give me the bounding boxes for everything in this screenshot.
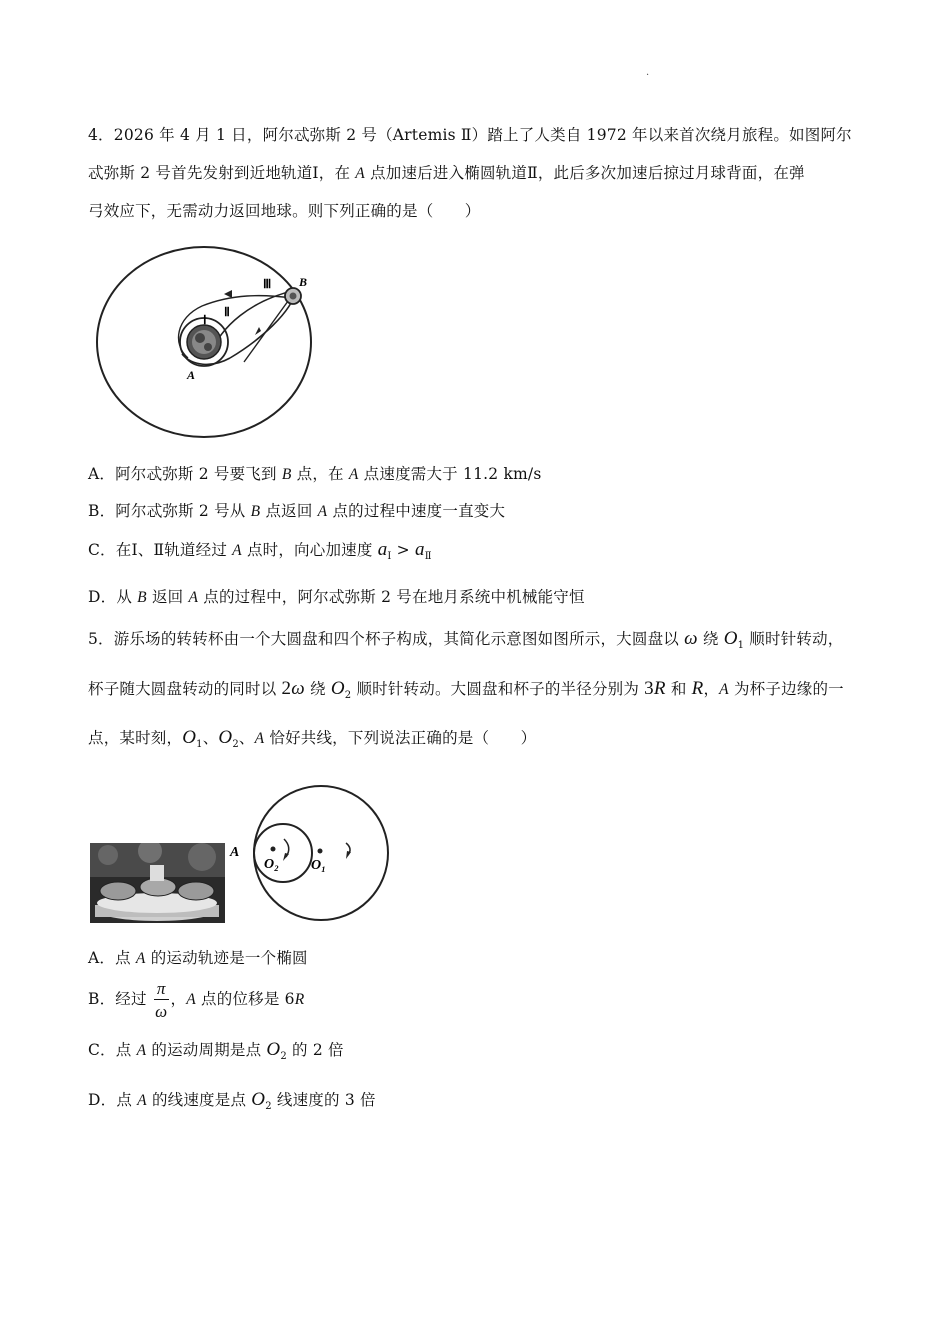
- q4-orbit-figure: [92, 240, 314, 440]
- q5-stem-line3: 点，某时刻，$O_1$、$O_2$、A 恰好共线，下列说法正确的是（ ）: [88, 727, 537, 750]
- q5-option-A: A．点 A 的运动轨迹是一个椭圆: [88, 949, 308, 967]
- q4-option-C: C．在Ⅰ、Ⅱ轨道经过 A 点时，向心加速度 $a_Ⅰ > a_Ⅱ$: [88, 539, 432, 562]
- label-B: B: [299, 275, 308, 289]
- label-O2: O₂: [264, 857, 279, 872]
- label-I: Ⅰ: [203, 313, 207, 327]
- point-O2: [271, 847, 276, 852]
- q4-stem-line3: 弓效应下，无需动力返回地球。则下列正确的是（ ）: [88, 202, 481, 220]
- q4-stem-line1: 4．2026 年 4 月 1 日，阿尔忒弥斯 2 号（Artemis Ⅱ）踏上了人类自 1972 年以来首次绕月旅程。如图阿尔: [88, 126, 852, 144]
- q5-stem-line1: 5．游乐场的转转杯由一个大圆盘和四个杯子构成，其简化示意图如图所示，大圆盘以 ω 绕 $O_1$ 顺时针转动，: [88, 628, 844, 651]
- top-mark: ·: [646, 70, 650, 81]
- point-O1: [318, 849, 323, 854]
- teacup-ride-photo: [90, 843, 225, 923]
- fraction-pi-over-omega: $\frac{\pi}{\omega}$: [155, 979, 168, 1021]
- q4-option-B: B．阿尔忒弥斯 2 号从 B 点返回 A 点的过程中速度一直变大: [88, 502, 506, 520]
- label-III: Ⅲ: [263, 277, 272, 291]
- photo-cup-3: [178, 882, 214, 900]
- earth-pattern-2: [195, 333, 205, 343]
- photo-center-post: [150, 865, 164, 881]
- q5-stem-line2: 杯子随大圆盘转动的同时以 2ω 绕 $O_2$ 顺时针转动。大圆盘和杯子的半径分别为 3R 和 R，A 为杯子边缘的一: [88, 678, 844, 701]
- moon-core: [290, 293, 297, 300]
- earth-pattern-3: [204, 343, 212, 351]
- q4-option-D: D．从 B 返回 A 点的过程中，阿尔忒弥斯 2 号在地月系统中机械能守恒: [88, 588, 585, 606]
- earth-pattern: [192, 330, 216, 354]
- cup-circle: [254, 824, 312, 882]
- label-A: A: [187, 368, 196, 382]
- arrow-outbound: [255, 327, 261, 335]
- label-A: A: [230, 845, 240, 860]
- q5-teacup-diagram: [226, 775, 396, 927]
- arrow-return: [224, 290, 232, 298]
- q5-option-D: D．点 A 的线速度是点 $O_2$ 线速度的 3 倍: [88, 1089, 376, 1112]
- q5-option-B: B．经过 $\frac{\pi}{\omega}$ ，A 点的位移是 6R: [88, 979, 305, 1021]
- label-O1: O₁: [311, 858, 326, 873]
- q4-stem-line2: 忒弥斯 2 号首先发射到近地轨道Ⅰ，在 A 点加速后进入椭圆轨道Ⅱ，此后多次加速后掠过月球背面，在弹: [88, 164, 805, 182]
- q5-option-C: C．点 A 的运动周期是点 $O_2$ 的 2 倍: [88, 1039, 344, 1062]
- photo-cup-1: [100, 882, 136, 900]
- q4-option-A: A．阿尔忒弥斯 2 号要飞到 B 点，在 A 点速度需大于 11.2 km/s: [88, 465, 542, 483]
- label-II: Ⅱ: [224, 305, 230, 319]
